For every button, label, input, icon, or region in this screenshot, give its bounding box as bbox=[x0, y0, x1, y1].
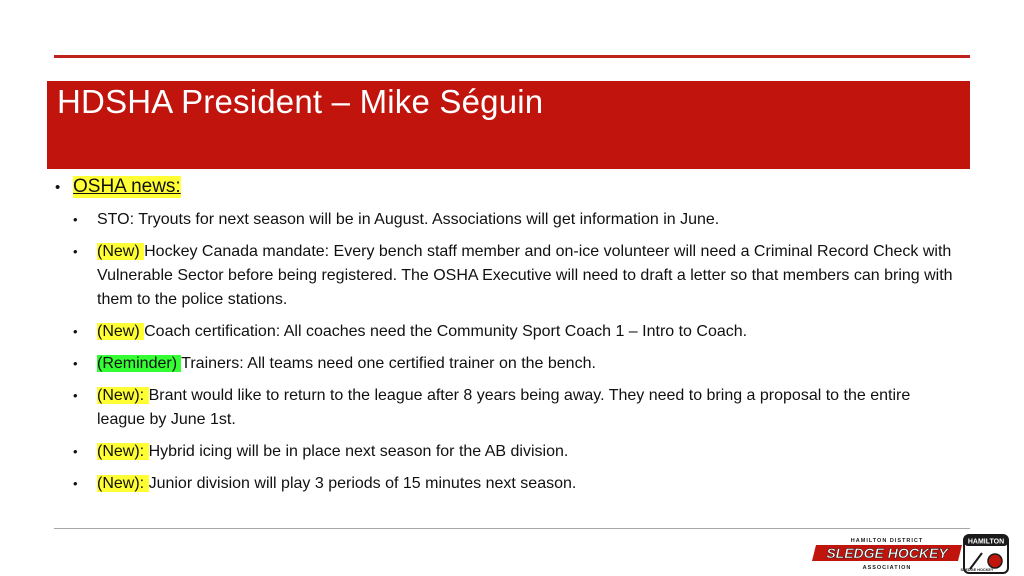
item-tag: (New) bbox=[97, 243, 145, 260]
item-text: Brant would like to return to the league after 8 years being away. They need to bring a proposal to the entire league by June 1st. bbox=[97, 387, 911, 428]
bullet-icon: • bbox=[73, 244, 78, 259]
section-heading: OSHA news: bbox=[73, 176, 181, 197]
item-text: STO: Tryouts for next season will be in August. Associations will get information in June. bbox=[97, 211, 720, 228]
logo-top-text: HAMILTON DISTRICT bbox=[850, 538, 924, 544]
list-item bbox=[73, 240, 960, 312]
bullet-icon: • bbox=[73, 388, 78, 403]
item-text: Hybrid icing will be in place next season for the AB division. bbox=[148, 443, 569, 460]
item-tag: (New) bbox=[97, 323, 145, 340]
bullet-icon: • bbox=[73, 324, 78, 339]
list-item bbox=[73, 208, 960, 232]
logo-badge-top-text: HAMILTON bbox=[967, 538, 1005, 546]
item-text: Hockey Canada mandate: Every bench staff member and on-ice volunteer will need a Criminal Record Check with Vulnerable Sector before being registered. The OSHA Executive will need to draft a letter so that members can bring with them to the police stations. bbox=[97, 243, 953, 308]
bottom-rule bbox=[54, 528, 970, 529]
logo-badge bbox=[961, 535, 1008, 573]
list-item bbox=[73, 320, 960, 344]
item-tag: (New): bbox=[97, 475, 149, 492]
item-text: Trainers: All teams need one certified trainer on the bench. bbox=[181, 355, 596, 372]
item-text: Coach certification: All coaches need the Community Sport Coach 1 – Intro to Coach. bbox=[144, 323, 748, 340]
item-tag: (New): bbox=[97, 387, 149, 404]
bullet-icon: • bbox=[55, 179, 61, 196]
bullet-icon: • bbox=[73, 212, 78, 227]
item-tag: (New): bbox=[97, 443, 149, 460]
list-item bbox=[73, 384, 960, 432]
slide-title: HDSHA President – Mike Séguin bbox=[57, 83, 544, 120]
logo-badge-bottom-text: SLEDGE HOCKEY bbox=[960, 568, 994, 572]
bullet-icon: • bbox=[73, 444, 78, 459]
bullet-icon: • bbox=[73, 356, 78, 371]
logo-main-text: SLEDGE HOCKEY bbox=[826, 545, 948, 561]
top-rule bbox=[54, 55, 970, 58]
item-tag: (Reminder) bbox=[97, 355, 182, 372]
bullet-icon: • bbox=[73, 476, 78, 491]
item-text: Junior division will play 3 periods of 15 minutes next season. bbox=[148, 475, 577, 492]
title-bar bbox=[47, 81, 970, 169]
list-item bbox=[73, 472, 960, 496]
section-heading-item bbox=[55, 176, 960, 198]
list-item bbox=[73, 352, 960, 376]
logo-bottom-text: ASSOCIATION bbox=[862, 565, 912, 571]
sledge-hockey-logo bbox=[812, 531, 1012, 575]
list-item bbox=[73, 440, 960, 464]
slide-content bbox=[55, 176, 960, 504]
